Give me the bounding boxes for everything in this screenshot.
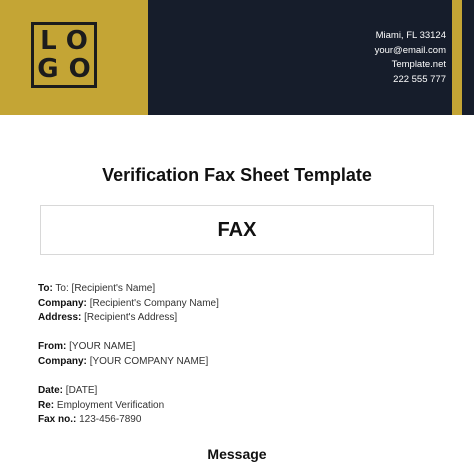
field-from xyxy=(38,340,219,355)
field-label: Date: xyxy=(38,385,64,397)
field-sender-company xyxy=(38,355,219,370)
contact-address: Miami, FL 33124 xyxy=(375,30,446,41)
field-label: Company: xyxy=(38,297,87,309)
logo-text-bottom: GO xyxy=(37,54,101,84)
field-label: Address: xyxy=(38,312,82,324)
field-fax-no xyxy=(38,413,219,428)
field-recipient-company xyxy=(38,297,219,312)
field-value: [DATE] xyxy=(65,385,98,397)
field-label: Company: xyxy=(38,355,87,367)
document-title: Verification Fax Sheet Template xyxy=(102,165,372,185)
fax-label: FAX xyxy=(217,218,257,241)
details-group xyxy=(38,384,219,428)
field-label: From: xyxy=(38,341,67,353)
recipient-group xyxy=(38,282,219,326)
field-label: Fax no.: xyxy=(38,414,77,426)
sender-group xyxy=(38,340,219,369)
accent-stripe xyxy=(452,0,462,115)
message-heading: Message xyxy=(207,446,267,462)
field-value: To: [Recipient's Name] xyxy=(55,283,156,294)
contact-email: your@email.com xyxy=(374,44,446,56)
field-value: 123-456-7890 xyxy=(79,414,142,426)
field-value: [Recipient's Company Name] xyxy=(89,297,219,309)
field-recipient-address xyxy=(38,311,219,326)
header xyxy=(0,0,474,115)
logo-panel xyxy=(0,0,148,115)
field-date xyxy=(38,384,219,399)
field-value: [Recipient's Address] xyxy=(84,312,178,324)
field-value: Employment Verification xyxy=(56,399,165,411)
field-label: To: xyxy=(38,283,53,294)
fax-fields xyxy=(38,282,219,428)
field-label: Re: xyxy=(38,399,55,411)
field-value: [YOUR COMPANY NAME] xyxy=(89,355,209,367)
field-value: [YOUR NAME] xyxy=(69,341,136,353)
fax-box xyxy=(40,205,434,255)
logo xyxy=(31,22,101,88)
field-to xyxy=(38,282,219,297)
logo-text-top: LO xyxy=(40,26,98,56)
contact-website: Template.net xyxy=(391,59,446,70)
field-re xyxy=(38,399,219,414)
contact-info xyxy=(375,29,446,87)
contact-phone: 222 555 777 xyxy=(393,73,446,85)
